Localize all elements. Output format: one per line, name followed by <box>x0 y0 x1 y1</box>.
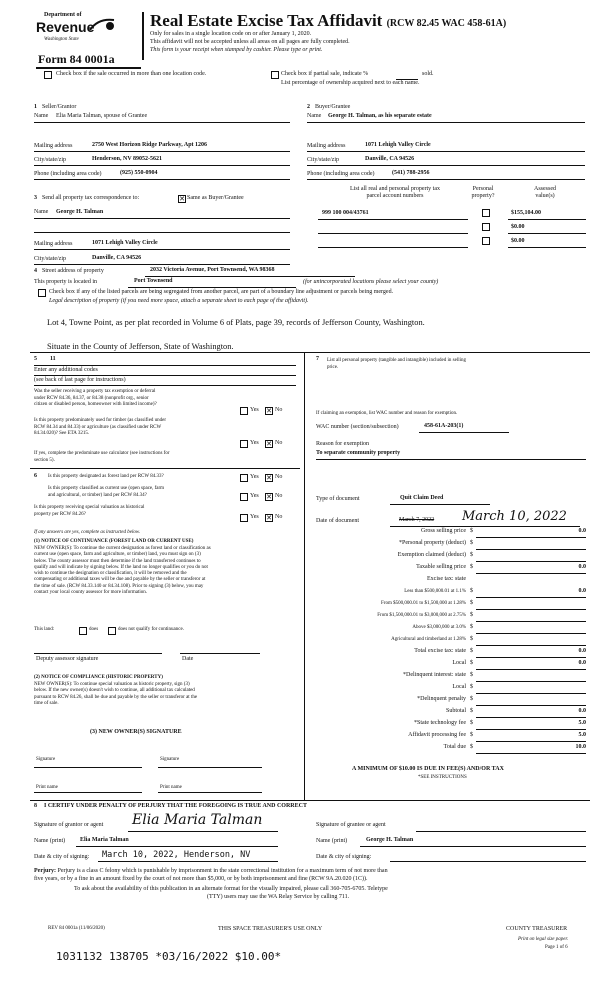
tax-row-label: Gross selling price <box>421 528 466 534</box>
tax-row-label: Subtotal <box>445 708 466 714</box>
partial-sale-sub: List percentage of ownership acquired next to each name. <box>281 80 420 86</box>
tax-row-dollar: $ <box>470 744 473 750</box>
owner-print-2-label: Print name <box>160 785 182 790</box>
owner-sig-1-label: Signature <box>36 757 56 762</box>
tax-row-label: From $1,500,000.01 to $3,000,000 at 2.75% <box>377 613 466 618</box>
county-treasurer: COUNTY TREASURER <box>506 926 568 932</box>
comp-line-1: NEW OWNER(S): To continue special valuation as historic property, sign (3) <box>34 682 190 687</box>
s5-q2-yes: Yes <box>250 440 259 446</box>
comp-line-3: pursuant to RCW 84.26, shall be due and payable by the seller or transferor at the <box>34 694 198 700</box>
multi-location-label: Check box if the sale occurred in more than one location code. <box>56 71 207 77</box>
tax-row-underline <box>476 609 586 610</box>
tax-row-label: Agricultural and timberland at 1.28% <box>391 637 466 642</box>
corr-heading: Send all property tax correspondence to: <box>42 195 140 201</box>
grantee-sig-label: Signature of grantee or agent <box>316 822 386 828</box>
section6-num: 6 <box>34 473 37 479</box>
partial-sale-sold: sold. <box>422 71 434 77</box>
tax-row-value[interactable]: 5.0 <box>578 720 586 726</box>
tax-row-dollar: $ <box>470 684 473 690</box>
s5-q1-line1: Was the seller receiving a property tax exemption or deferral <box>34 389 156 394</box>
grantor-date-city[interactable]: March 10, 2022, Henderson, NV <box>102 850 251 860</box>
buyer-heading: Buyer/Grantee <box>315 104 351 110</box>
assessed-col-line2: value(s) <box>535 192 555 199</box>
s5-q3-line2: section 5). <box>34 457 55 463</box>
tax-row-underline <box>476 753 586 754</box>
corr-mail-label: Mailing address <box>34 241 73 247</box>
tax-row-dollar: $ <box>470 720 473 726</box>
continuance-heading: (1) NOTICE OF CONTINUANCE (FOREST LAND OR CURRENT USE) <box>34 539 194 544</box>
corr-name-label: Name <box>34 209 49 215</box>
tax-row-label: From $500,000.01 to $1,500,000 at 1.28% <box>381 601 466 606</box>
does-not-label: does not qualify for continuance. <box>118 627 184 632</box>
s6-q1-yes: Yes <box>250 474 259 480</box>
corr-num: 3 <box>34 195 37 201</box>
tax-row-dollar: $ <box>470 624 473 630</box>
tax-row-label: Taxable selling price <box>416 564 466 570</box>
parcel-col-line2: parcel account numbers <box>366 192 424 199</box>
cont-line-8: contact your local county assessor for more information. <box>34 589 148 595</box>
parcel-row-0-account[interactable]: 999 100 004/43761 <box>322 210 369 216</box>
buyer-mail[interactable]: 1071 Lehigh Valley Circle <box>365 142 431 148</box>
legal-description-2[interactable]: Situate in the County of Jefferson, State of Washington. <box>47 342 234 351</box>
wac-label: WAC number (section/subsection) <box>316 424 399 430</box>
tax-row-dollar: $ <box>470 552 473 558</box>
perjury-line-1 <box>34 868 388 875</box>
tax-row-value[interactable]: 10.0 <box>575 744 586 750</box>
header-sub-3: This form is your receipt when stamped by cashier. Please type or print. <box>150 47 323 53</box>
parcel-row-0-value[interactable]: $155,104.00 <box>511 210 541 216</box>
segregated-checkbox[interactable] <box>38 289 46 297</box>
buyer-mail-label: Mailing address <box>307 143 346 149</box>
seller-name-label: Name <box>34 113 49 119</box>
tax-row-value[interactable]: 5.0 <box>578 732 586 738</box>
tax-calculation-table <box>316 528 586 758</box>
doc-type-label: Type of document <box>316 496 360 502</box>
seller-name[interactable]: Elia Maria Talman, spouse of Grantee <box>56 113 148 119</box>
legal-label: Legal description of property (if you need more space, attach a separate sheet to each page of the affidavit). <box>49 298 309 304</box>
form-number: Form 84 0001a <box>38 52 115 66</box>
s5-q2-no-checkbox[interactable]: ✕ <box>266 440 272 448</box>
rev-number: REV 84 0001a (11/06/2020) <box>48 926 105 931</box>
see-instructions: *SEE INSTRUCTIONS <box>418 775 467 780</box>
tax-row-underline <box>476 681 586 682</box>
s5-q2-line3: 84.34.020)? See ETA 3215. <box>34 431 90 436</box>
located-note: (for unincorporated locations please select your county) <box>303 279 439 285</box>
s6-q1-no-checkbox[interactable]: ✕ <box>266 474 272 482</box>
buyer-phone[interactable]: (541) 788-2956 <box>392 170 430 176</box>
exemption-note: If claiming an exemption, list WAC number and reason for exemption. <box>316 411 458 416</box>
seller-mail[interactable]: 2750 West Horizon Ridge Parkway, Apt 1206 <box>92 142 208 148</box>
buyer-name-label: Name <box>307 113 322 119</box>
tax-row-underline <box>476 693 586 694</box>
tax-row-dollar: $ <box>470 588 473 594</box>
tax-row-dollar: $ <box>470 528 473 534</box>
perjury-line-4: (TTY) users may use the WA Relay Service by calling 711. <box>207 894 350 900</box>
s5-q1-yes: Yes <box>250 407 259 413</box>
buyer-city[interactable]: Danville, CA 94526 <box>365 156 415 162</box>
cont-line-7: the time of sale. (RCW 84.33.140 or 84.34.108). Prior to signing (3) below, you may <box>34 583 204 589</box>
located-value[interactable]: Port Townsend <box>134 278 173 284</box>
section7-num: 7 <box>316 356 319 362</box>
reason-label: Reason for exemption <box>316 441 369 447</box>
owner-print-1-label: Print name <box>36 785 58 790</box>
cont-line-1: NEW OWNER(S): To continue the current designation as forest land or classification as <box>34 546 211 551</box>
s5-q1-no-checkbox[interactable]: ✕ <box>266 407 272 415</box>
grantor-name-label: Name (print) <box>34 838 66 844</box>
corr-name[interactable]: George H. Talman <box>56 209 104 215</box>
assessed-col-line1: Assessed <box>534 186 556 192</box>
section5-num: 5 <box>34 356 37 362</box>
grantor-signature[interactable]: Elia Maria Talman <box>132 812 263 828</box>
s5-q1-no: No <box>275 407 283 413</box>
assessor-signature-label: Deputy assessor signature <box>36 656 99 662</box>
personal-col-line2: property? <box>471 192 495 199</box>
tax-row-label: *Delinquent penalty <box>417 696 466 702</box>
tax-row-dollar: $ <box>470 612 473 618</box>
tax-row-underline <box>476 729 586 730</box>
tax-row-label: Local <box>452 684 466 690</box>
s6-q2-no-checkbox[interactable]: ✕ <box>266 493 272 501</box>
tax-row-dollar: $ <box>470 600 473 606</box>
s6-q3-no: No <box>275 514 283 520</box>
property-num: 4 <box>34 268 37 274</box>
tax-row-dollar: $ <box>470 708 473 714</box>
legal-description-1[interactable]: Lot 4, Towne Point, as per plat recorded in Volume 6 of Plats, page 39, records of Jefferson County, Washington. <box>47 318 425 327</box>
s5-q1-yes-checkbox[interactable] <box>240 407 248 415</box>
tax-row-underline <box>476 573 586 574</box>
personal-col-line1: Personal <box>472 186 494 192</box>
parcel-col-line1: List all real and personal property tax <box>350 186 440 192</box>
section5-code-label: Enter any additional codes <box>34 367 98 373</box>
s5-q3 <box>34 451 170 464</box>
tax-row-underline <box>476 657 586 658</box>
same-as-buyer-checkbox[interactable]: ✕ <box>179 195 185 203</box>
comp-line-2: below. If the new owner(s) doesn't wish to continue, all additional tax calculated <box>34 688 195 694</box>
minimum-note: A MINIMUM OF $10.00 IS DUE IN FEE(S) AND/OR TAX <box>352 766 504 772</box>
grantee-name[interactable]: George H. Talman <box>366 837 414 843</box>
s6-q1-no: No <box>275 474 283 480</box>
seller-city[interactable]: Henderson, NV 89052-5621 <box>92 156 163 162</box>
certify-statement: I CERTIFY UNDER PENALTY OF PERJURY THAT THE FOREGOING IS TRUE AND CORRECT <box>44 803 307 809</box>
grantee-name-label: Name (print) <box>316 838 348 844</box>
doc-date-label: Date of document <box>316 518 359 524</box>
header-sub-2: This affidavit will not be accepted unless all areas on all pages are fully completed. <box>150 39 350 45</box>
buyer-name[interactable]: George H. Talman, as his separate estate <box>328 113 432 119</box>
treasurer-stamp: 1031132 138705 *03/16/2022 $10.00* <box>56 950 282 963</box>
tax-row-dollar: $ <box>470 636 473 642</box>
parcel-row-0-personal-checkbox[interactable] <box>482 209 490 217</box>
s6-q2 <box>48 486 164 499</box>
tax-row-underline <box>476 717 586 718</box>
seller-heading: Seller/Grantor <box>42 104 77 110</box>
tax-row-underline <box>476 705 586 706</box>
same-as-buyer-label: Same as Buyer/Grantee <box>187 195 244 201</box>
logo-swoosh-icon <box>88 16 116 34</box>
logo-line-2: Revenue <box>36 19 95 35</box>
tax-row-label: Excise tax: state <box>427 576 466 582</box>
corr-mail[interactable]: 1071 Lehigh Valley Circle <box>92 240 158 246</box>
tax-row-dollar: $ <box>470 660 473 666</box>
parcel-row-1-value[interactable]: $0.00 <box>511 224 525 230</box>
tax-row-label: Affidavit processing fee <box>408 732 466 738</box>
tax-row-underline <box>476 645 586 646</box>
s5-q2-no: No <box>275 440 283 446</box>
tax-row-label: *Personal property (deduct) <box>399 540 466 546</box>
cont-line-2: current use (open space, farm and agriculture, or timber) land, you must sign on (3) <box>34 552 201 558</box>
partial-sale-label: Check box if partial sale, indicate % <box>281 71 369 77</box>
wac-value[interactable]: 458-61A-203(1) <box>424 423 464 429</box>
buyer-num: 2 <box>307 104 310 110</box>
tax-row-label: Less than $500,000.01 at 1.1% <box>404 589 466 594</box>
tax-row-dollar: $ <box>470 696 473 702</box>
tax-row-underline <box>476 549 586 550</box>
s6-q1-yes-checkbox[interactable] <box>240 474 248 482</box>
tax-row-dollar: $ <box>470 648 473 654</box>
perjury-line-3: To ask about the availability of this publication in an alternate format for the visually impaired, please call 360-705-6705. Teletype <box>74 886 388 892</box>
s7-line-2: price. <box>327 365 339 370</box>
cont-line-6: compensating or additional taxes will be due and payable by the seller or transferor at <box>34 577 206 583</box>
parcel-row-2-value[interactable]: $0.00 <box>511 238 525 244</box>
new-owner-sig-heading: (3) NEW OWNER(S) SIGNATURE <box>90 729 182 735</box>
tax-row-underline <box>476 741 586 742</box>
grantor-date-label: Date & city of signing: <box>34 854 90 860</box>
tax-row-underline <box>476 561 586 562</box>
s5-q1-line2: under RCW 84.36, 84.37, or 84.38 (nonprofit org., senior <box>34 395 149 401</box>
street-label: Street address of property <box>42 268 104 274</box>
s6-q2-yes-checkbox[interactable] <box>240 493 248 501</box>
tax-row-label: Exemption claimed (deduct) <box>397 552 466 558</box>
section5-code[interactable]: 11 <box>50 356 56 362</box>
perjury-line-2: five years, or by a fine in an amount fixed by the court of not more than $5,000, or by both imprisonment and fine (RCW 9A.20.020 (1C)). <box>34 876 368 882</box>
section8-num: 8 <box>34 803 37 809</box>
buyer-phone-label: Phone (including area code) <box>307 171 375 177</box>
tax-row-label: Total excise tax: state <box>414 648 466 654</box>
s5-q3-line1: If yes, complete the predominate use calculator (see instructions for <box>34 451 170 456</box>
grantor-sig-label: Signature of grantor or agent <box>34 822 104 828</box>
doc-date-struck: March 7, 2022 <box>399 517 435 523</box>
doc-type-value[interactable]: Quit Claim Deed <box>400 495 444 501</box>
section5-code-sub: (see back of last page for instructions) <box>34 377 126 383</box>
s6-q3 <box>34 505 144 518</box>
s6-q2-line2: and agricultural, or timber) land per RCW 84.34? <box>48 492 147 498</box>
legal-paper-note: Print on legal size paper. <box>518 937 569 942</box>
located-label: This property is located in <box>34 279 97 285</box>
s6-q2-no: No <box>275 493 283 499</box>
owner-sig-2-label: Signature <box>160 757 180 762</box>
segregated-label: Check box if any of the listed parcels are being segregated from another parcel, are part of a boundary line adjustment or parcels being merged. <box>49 289 394 295</box>
this-land-label: This land: <box>34 627 55 632</box>
continuance-text <box>34 546 211 596</box>
form-title-ref: (RCW 82.45 WAC 458-61A) <box>386 18 507 29</box>
seller-num: 1 <box>34 104 37 110</box>
assessed-col-header <box>515 186 575 200</box>
tax-row-underline <box>476 597 586 598</box>
dor-logo <box>28 12 118 50</box>
grantor-name[interactable]: Elia Maria Talman <box>80 837 129 843</box>
compliance-text <box>34 682 197 707</box>
tax-row-label: Local <box>452 660 466 666</box>
does-not-checkbox[interactable] <box>108 627 116 635</box>
tax-row-dollar: $ <box>470 564 473 570</box>
corr-city[interactable]: Danville, CA 94526 <box>92 255 142 261</box>
s6-note: If any answers are yes, complete as instructed below. <box>34 530 141 535</box>
seller-phone-label: Phone (including area code) <box>34 171 102 177</box>
form-title <box>150 11 506 31</box>
s5-q2 <box>34 418 166 438</box>
logo-line-1: Department of <box>44 12 82 18</box>
logo-line-3: Washington State <box>44 37 79 42</box>
tax-row-value[interactable]: 0.0 <box>578 564 586 570</box>
cont-line-3: below. The county assessor must then determine if the land transferred continues to <box>34 558 201 564</box>
corr-city-label: City/state/zip <box>34 256 66 262</box>
reason-value[interactable]: To separate community property <box>316 450 401 456</box>
compliance-heading: (2) NOTICE OF COMPLIANCE (HISTORIC PROPERTY) <box>34 675 163 680</box>
tax-row-label: *State technology fee <box>414 720 466 726</box>
cont-line-4: qualify and will indicate by signing below. If the land no longer qualifies or you do not <box>34 564 208 570</box>
s5-q1 <box>34 389 157 409</box>
section7-text <box>327 357 466 371</box>
perjury-label: Perjury: <box>34 868 56 874</box>
s6-q3-no-checkbox[interactable]: ✕ <box>266 514 272 522</box>
tax-row-value[interactable]: 0.0 <box>578 648 586 654</box>
tax-row-dollar: $ <box>470 672 473 678</box>
s6-q3-yes-checkbox[interactable] <box>240 514 248 522</box>
s5-q2-line1: Is this property predominately used for timber (as classified under <box>34 418 167 423</box>
buyer-city-label: City/state/zip <box>307 157 339 163</box>
s6-q3-line2: property per RCW 84.26? <box>34 511 86 517</box>
cont-line-5: wish to continue the designation or classification, it will be removed and the <box>34 571 187 576</box>
tax-row-label: Above $3,000,000 at 3.0% <box>412 625 466 630</box>
tax-row-label: Total due <box>443 744 466 750</box>
parcel-row-2-personal-checkbox[interactable] <box>482 237 490 245</box>
page-number: Page 1 of 6 <box>545 945 568 950</box>
tax-row-value[interactable]: 0.0 <box>578 528 586 534</box>
personal-col-header <box>463 186 503 200</box>
street-value[interactable]: 2032 Victoria Avenue, Port Townsend, WA 98368 <box>150 267 275 273</box>
form-title-text: Real Estate Excise Tax Affidavit <box>150 11 383 30</box>
s5-q1-line3: citizen or disabled person, homeowner with limited income)? <box>34 402 157 407</box>
seller-mail-label: Mailing address <box>34 143 73 149</box>
tax-row-underline <box>476 669 586 670</box>
tax-row-value[interactable]: 0.0 <box>578 708 586 714</box>
tax-row-underline <box>476 621 586 622</box>
does-label: does <box>89 627 99 632</box>
s5-q2-yes-checkbox[interactable] <box>240 440 248 448</box>
tax-row-dollar: $ <box>470 540 473 546</box>
s5-q2-line2: RCW 84.34 and 84.33) or agriculture (as classified under RCW <box>34 424 162 430</box>
comp-line-4: time of sale. <box>34 700 59 706</box>
header-sub-1: Only for sales in a single location code on or after January 1, 2020. <box>150 31 312 37</box>
parcel-col-header <box>330 186 460 200</box>
partial-sale-checkbox[interactable] <box>271 71 279 79</box>
tax-row-underline <box>476 633 586 634</box>
seller-city-label: City/state/zip <box>34 157 66 163</box>
s6-q3-yes: Yes <box>250 514 259 520</box>
tax-row-value[interactable]: 0.0 <box>578 588 586 594</box>
multi-location-checkbox[interactable] <box>44 71 52 79</box>
tax-row-underline <box>476 537 586 538</box>
parcel-row-1-personal-checkbox[interactable] <box>482 223 490 231</box>
tax-row-value[interactable]: 0.0 <box>578 660 586 666</box>
s6-q3-line1: Is this property receiving special valuation as historical <box>34 505 145 510</box>
treasurer-use: THIS SPACE TREASURER'S USE ONLY <box>218 926 323 932</box>
s7-line-1: List all personal property (tangible and intangible) included in selling <box>327 358 466 363</box>
perjury-text-1: Perjury is a class C felony which is punishable by imprisonment in the state correctional institution for a maximum term of not more than <box>57 868 388 874</box>
s6-q1: Is this property designated as forest land per RCW 84.33? <box>48 474 164 479</box>
assessor-date-label: Date <box>182 656 194 662</box>
s6-q2-line1: Is this property classified as current use (open space, farm <box>48 486 165 491</box>
seller-phone[interactable]: (925) 550-0904 <box>120 170 158 176</box>
grantee-date-label: Date & city of signing: <box>316 854 372 860</box>
does-checkbox[interactable] <box>79 627 87 635</box>
tax-row-dollar: $ <box>470 732 473 738</box>
tax-row-label: *Delinquent interest: state <box>403 672 466 678</box>
doc-date-handwritten[interactable]: March 10, 2022 <box>462 509 567 524</box>
s6-q2-yes: Yes <box>250 493 259 499</box>
